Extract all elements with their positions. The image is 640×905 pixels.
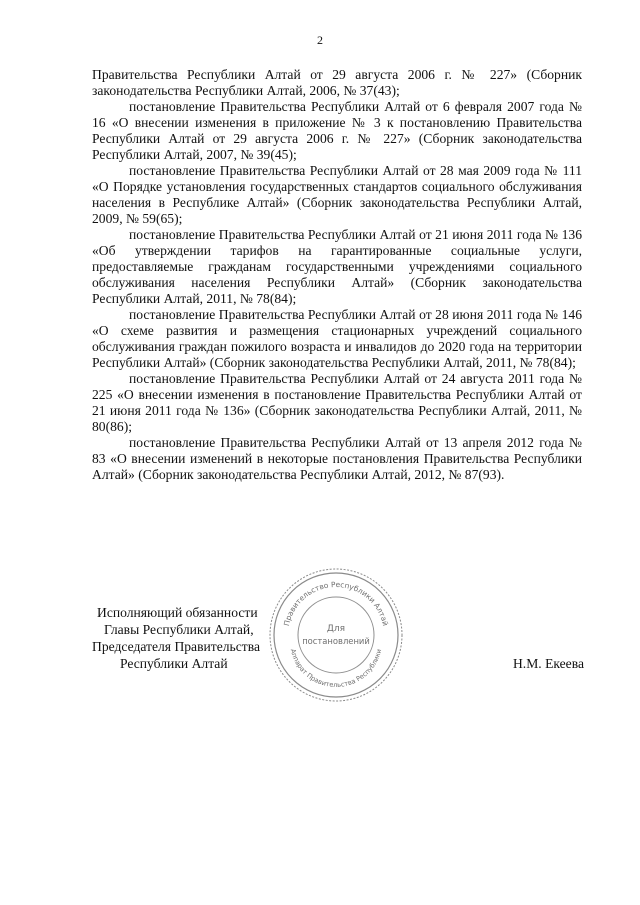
signatory-title-line-3: Председателя Правительства [92,639,260,654]
svg-text:постановлений: постановлений [302,636,370,646]
signatory-name: Н.М. Екеева [512,656,584,671]
paragraph: Правительства Республики Алтай от 29 августа 2006 г. № 227» (Сборник законодательства Республики Алтай, 2006, № 37(43); [92,67,582,98]
page-number: 2 [317,33,323,47]
signatory-title-line-1: Исполняющий обязанности [97,605,258,620]
signatory-title-line-2: Главы Республики Алтай, [104,622,254,637]
paragraph: постановление Правительства Республики Алтай от 21 июня 2011 года № 136 «Об утверждении тарифов на гарантированные социальные услуги, предоставляемые гражданам государственными учреждениями социального обслуживания населения Республики Алтай» (Сборник законодательства Республики Алтай, 2011, № 78(84); [92,227,582,306]
paragraph: постановление Правительства Республики Алтай от 28 мая 2009 года № 111 «О Порядке установления государственных стандартов социального обслуживания населения в Республике Алтай» (Сборник законодательства Республики Алтай, 2009, № 59(65); [92,163,582,226]
document-body [92,67,582,483]
paragraph: постановление Правительства Республики Алтай от 13 апреля 2012 года № 83 «О внесении изменений в некоторые постановления Правительства Республики Алтай» (Сборник законодательства Республики Алтай, 2012, № 87(93). [92,435,582,482]
svg-text:Правительство Республики Алтай: Правительство Республики Алтай [281,579,391,627]
svg-text:Аппарат Правительства Республи: Аппарат Правительства Республики [288,648,384,690]
official-seal-icon [266,565,406,705]
svg-text:Для: Для [326,624,346,634]
paragraph: постановление Правительства Республики Алтай от 24 августа 2011 года № 225 «О внесении изменения в постановление Правительства Республики Алтай от 21 июня 2011 года № 136» (Сборник законодательства Республики Алтай, 2011, № 80(86); [92,371,582,434]
paragraph: постановление Правительства Республики Алтай от 6 февраля 2007 года № 16 «О внесении изменения в приложение № 3 к постановлению Правительства Республики Алтай от 29 августа 2006 г. № 227» (Сборник законодательства Республики Алтай, 2007, № 39(45); [92,99,582,162]
signatory-title-line-4: Республики Алтай [120,656,228,671]
paragraph: постановление Правительства Республики Алтай от 28 июня 2011 года № 146 «О схеме развития и размещения стационарных учреждений социального обслуживания граждан пожилого возраста и инвалидов до 2020 года на территории Республики Алтай» (Сборник законодательства Республики Алтай, 2011, № 78(84); [92,307,582,370]
